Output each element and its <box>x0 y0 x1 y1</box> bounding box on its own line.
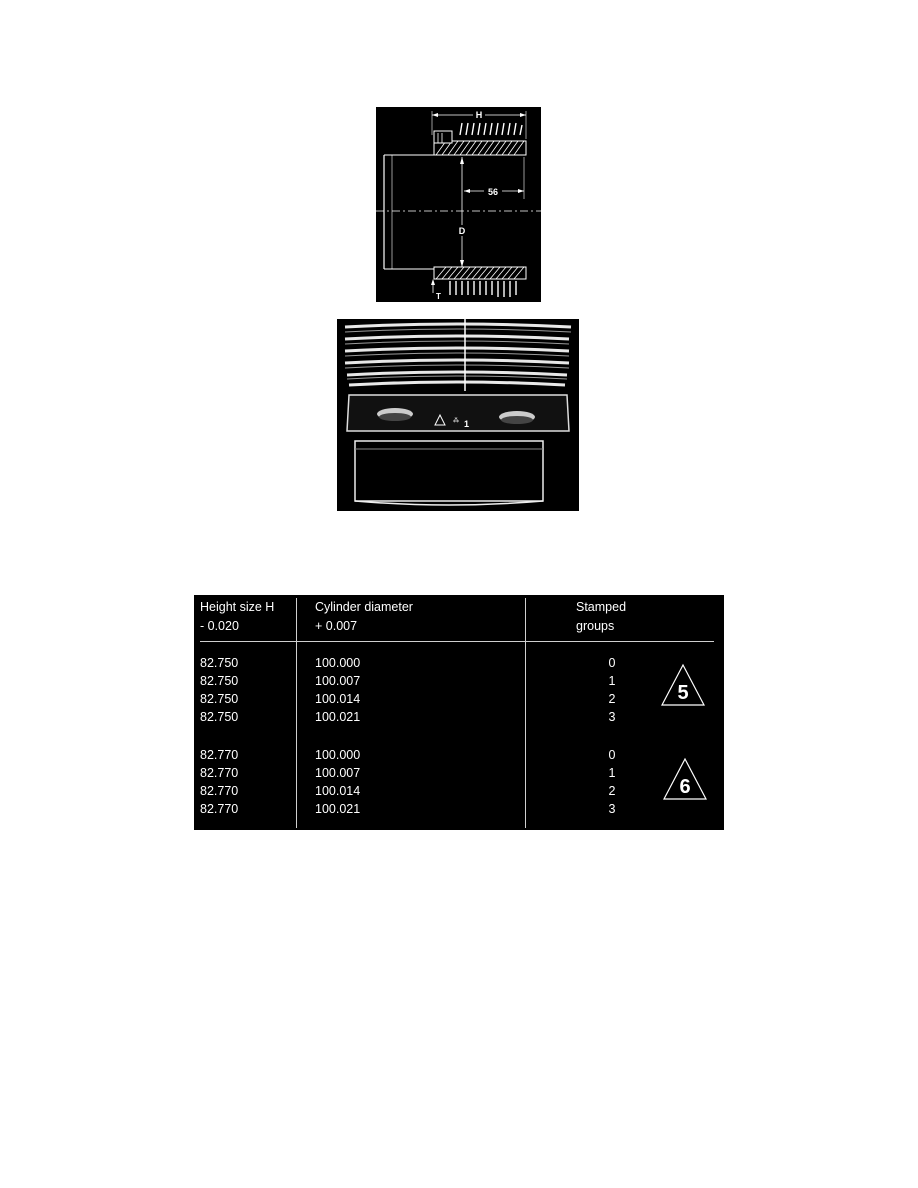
column-divider <box>296 598 297 828</box>
cylinder-drawing <box>376 107 541 302</box>
stamp-marking: 1 <box>464 419 470 429</box>
label-t: T <box>436 292 441 301</box>
group-6-badge <box>662 757 708 801</box>
group-6-badge-label: 6 <box>679 776 691 798</box>
cylinder-photo <box>337 319 579 511</box>
label-56: 56 <box>487 187 499 197</box>
header-diameter: Cylinder diameter + 0.007 <box>315 600 413 633</box>
cylinder-spec-table: Height size H - 0.020 Cylinder diameter + 0.007 Stamped groups 82.750 100.000 0 82.750 100.007 1 82.750 100.014 2 82.750 100.021 3 82.770 100.000 0 82.770 100.007 1 82.770 100.014 2 82.770 100.021 3 5 6 <box>194 595 724 830</box>
cylinder-photo-figure <box>337 319 579 511</box>
header-height: Height size H - 0.020 <box>200 600 275 633</box>
column-divider <box>525 598 526 828</box>
label-d: D <box>458 226 466 236</box>
group-5-badge-label: 5 <box>677 682 689 704</box>
cylinder-cross-section-figure <box>376 107 541 302</box>
header-stamped-groups: Stamped groups <box>576 600 627 633</box>
label-h: H <box>475 110 483 120</box>
svg-text:⁂: ⁂ <box>453 418 459 424</box>
group-5-badge <box>660 663 706 707</box>
header-divider <box>200 641 714 642</box>
